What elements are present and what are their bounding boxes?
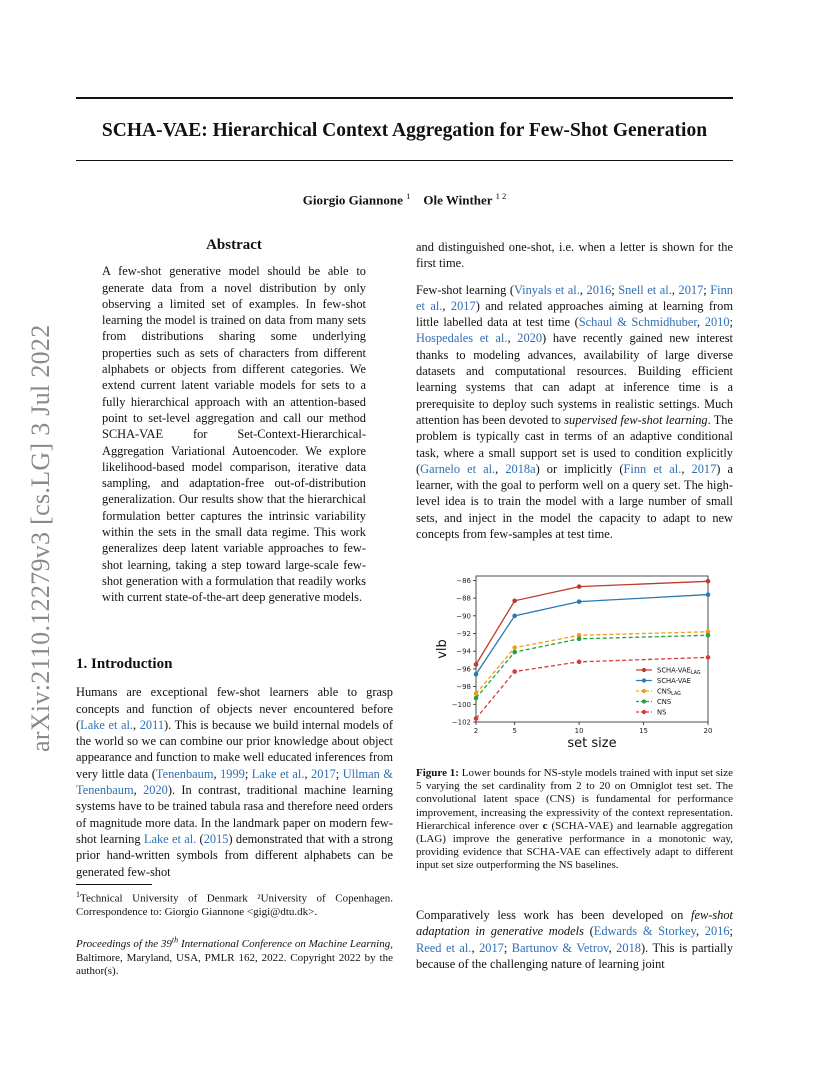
x-tick-label: 15 (639, 727, 649, 735)
text-run: Humans are exceptional few-shot learners able to grasp concepts and function of objects never encountered before ( (76, 685, 393, 732)
text-run: , (608, 940, 617, 955)
text-run: , (695, 924, 705, 939)
text-run: , (304, 766, 311, 781)
citation-link[interactable]: Bartunov & Vetrov (511, 940, 609, 955)
text-run: , (697, 315, 705, 330)
data-point (474, 662, 479, 667)
data-point (577, 637, 582, 642)
caption-part: Lower bounds for NS-style models trained with input set size 5 varying the set cardinality from 2 to 20 on Omniglot test set. The convolutional latent space (CNS) is fundamental for performance improvement, increasing the expressivity of the context representation. Hierarchical inference over (416, 767, 733, 832)
x-tick-label: 10 (574, 727, 584, 735)
citation-link[interactable]: Finn et al. (416, 282, 734, 313)
proceedings-text: , Baltimore, Maryland, USA, PMLR 162, 2022. Copyright 2022 by the author(s). (76, 938, 393, 978)
citation-link[interactable]: 2016 (704, 924, 730, 939)
citation-link[interactable]: Garnelo et al. (420, 461, 496, 476)
affiliation-footnote (76, 888, 393, 920)
y-tick-label: −88 (456, 594, 471, 603)
citation-link[interactable]: Tenenbaum (155, 766, 214, 781)
y-tick-label: −92 (456, 630, 471, 639)
citation-link[interactable]: Lake et al. (143, 831, 197, 846)
author-name: Giorgio Giannone (302, 192, 403, 208)
legend-marker (642, 699, 646, 703)
citation-link[interactable]: 2015 (203, 831, 229, 846)
author-affil: 1 2 (495, 191, 507, 201)
text-run: ). This is because we build internal models of the world so we can combine our prior knowledge about object appearance and function to make well educated inferences from very little data ( (76, 717, 393, 781)
right-column-bottom (416, 907, 733, 972)
citation-link[interactable]: 2020 (517, 331, 543, 346)
top-rule (76, 97, 733, 99)
text-run: , (681, 461, 692, 476)
citation-link[interactable]: Hospedales et al. (416, 331, 508, 346)
citation-link[interactable]: Finn et al. (623, 461, 682, 476)
legend-series-name: SCHA-VAE (657, 676, 691, 685)
introduction-section (76, 656, 393, 880)
x-axis-label: set size (567, 736, 617, 751)
data-point (474, 696, 479, 701)
proceedings-text: Proceedings of the 39 (76, 938, 172, 951)
text-run: ; (611, 282, 619, 297)
text-run: ) a learner, with the goal to perform well on a query set. The high-level idea is to train the model with a large number of small sets, and inject in the model the capacity to adapt to new concepts from few-samples at test time. (416, 461, 733, 542)
data-point (706, 592, 711, 597)
data-point (706, 655, 711, 660)
text-run: ; (503, 940, 512, 955)
caption-symbol: c (542, 819, 548, 832)
caption-part: (SCHA-VAE) and learnable aggregation (LAG) improve the generative performance in a monotonic way, providing evidence that SCHA-VAE can effectively adapt to different input set size outperforming the NS baselines. (416, 819, 733, 872)
title-rule (76, 160, 733, 161)
legend-marker (642, 689, 646, 693)
legend-label (657, 698, 671, 706)
citation-link[interactable]: 2020 (143, 783, 168, 798)
legend-marker (642, 710, 646, 714)
x-tick-label: 20 (703, 727, 713, 735)
x-tick-label: 2 (473, 727, 479, 735)
body-paragraph (416, 282, 733, 543)
text-run: ) and related approaches aiming at learning from little labelled data at test time ( (416, 298, 733, 330)
y-tick-label: −96 (456, 665, 471, 674)
abstract-heading: Abstract (206, 237, 262, 253)
data-point (706, 579, 711, 584)
y-tick-label: −98 (456, 683, 471, 692)
legend-marker (642, 678, 646, 682)
citation-link[interactable]: 2017 (678, 282, 704, 297)
text-run: Few-shot learning ( (416, 282, 514, 297)
caption-text (416, 767, 733, 873)
section-heading: 1. Introduction (76, 656, 173, 672)
citation-link[interactable]: 2017 (479, 940, 504, 955)
text-run: , (579, 282, 587, 297)
citation-link[interactable]: Ullman & Tenenbaum (76, 766, 393, 798)
data-point (512, 598, 517, 603)
intro-paragraph (76, 684, 393, 880)
data-point (512, 614, 517, 619)
text-run: . The problem is typically cast in terms of an adaptive conditional task, where a small support set is used to condition explicitly ( (416, 412, 733, 476)
citation-link[interactable]: 2010 (704, 315, 730, 330)
paper-title: SCHA-VAE: Hierarchical Context Aggregation for Few-Shot Generation (101, 120, 708, 141)
legend-label (657, 687, 681, 696)
citation-link[interactable]: Reed et al. (416, 940, 472, 955)
caption-label: Figure 1: (416, 767, 459, 779)
data-point (577, 599, 582, 604)
data-point (512, 645, 517, 650)
text-run: ) or implicitly ( (535, 461, 624, 476)
text-run: Comparatively less work has been developed on (416, 908, 691, 922)
data-point (577, 660, 582, 665)
text-run: , (507, 331, 518, 346)
proceedings-text: International Conference on Machine Learning (178, 938, 391, 951)
text-run: ; (335, 766, 343, 781)
x-tick-label: 5 (512, 727, 517, 735)
data-point (512, 669, 517, 674)
citation-link[interactable]: 1999 (220, 766, 245, 781)
legend-series-subscript: LAG (690, 670, 701, 676)
y-axis-label: vlb (435, 639, 450, 659)
data-point (706, 633, 711, 638)
text-run: ). This is partially because of the challenging nature of learning joint (416, 940, 734, 971)
y-tick-label: −90 (456, 612, 471, 621)
legend-series-name: CNS (657, 687, 672, 696)
citation-link[interactable]: Snell et al. (618, 282, 672, 297)
legend-label (657, 677, 691, 685)
citation-link[interactable]: 2016 (586, 282, 612, 297)
text-run: ; (703, 282, 711, 297)
citation-link[interactable]: Lake et al. (251, 766, 305, 781)
text-run: ). In contrast, traditional machine learning systems have to be trained tabula rasa and therefore need orders of magnitude more data. In the landmark paper on modern few-shot learning (76, 783, 393, 846)
plot-frame (476, 576, 708, 722)
arxiv-side-label: arXiv:2110.12279v3 [cs.LG] 3 Jul 2022 (26, 324, 55, 752)
body-paragraph (416, 907, 733, 972)
data-point (474, 716, 479, 721)
text-run: , (133, 783, 144, 798)
body-paragraph: and distinguished one-shot, i.e. when a letter is shown for the first time. (416, 240, 733, 271)
text-run: , (495, 461, 506, 476)
emphasis-text: supervised few-shot learning (564, 412, 708, 427)
y-tick-label: −100 (451, 700, 471, 709)
text-run: , (671, 282, 679, 297)
legend-label (657, 708, 666, 716)
citation-link[interactable]: Lake et al. (80, 717, 134, 732)
citation-link[interactable]: Vinyals et al. (513, 282, 580, 297)
citation-link[interactable]: 2017 (450, 298, 476, 313)
text-run: , (133, 717, 140, 732)
right-column-top (416, 239, 733, 542)
legend-marker (642, 668, 646, 672)
y-tick-label: −102 (451, 718, 471, 727)
text-run: , (213, 766, 221, 781)
text-run: , (442, 298, 451, 313)
figure-1-caption (416, 767, 733, 873)
proceedings-sup: th (171, 935, 179, 945)
abstract-text: A few-shot generative model should be able to generate data from a novel distribution by only observing a limited set of examples. In few-shot learning the model is trained on data from many sets from distributions sharing some underlying properties such as sets of characters from different alphabets or objects from different categories. We extend current latent variable models for sets to a fully hierarchical approach with an attention-based point to set-level aggregation and call our method SCHA-VAE for Set-Context-Hierarchical-Aggregation Variational Autoencoder. We explore likelihood-based model comparison, iterative data sampling, and adaptation-free out-of-distribution generalization. Our results show that the hierarchical formulation better captures the intrinsic variability within the sets in the small data regime. This work generalizes deep latent variable approaches to few-shot learning, taking a step toward large-scale few-shot generation with a formulation that readily works with current state-of-the-art deep generative models. (102, 264, 366, 605)
y-tick-label: −86 (456, 576, 471, 585)
y-tick-label: −94 (456, 647, 471, 656)
author-name: Ole Winther (423, 192, 493, 208)
emphasis-text: few-shot adaptation in generative models (416, 908, 733, 939)
citation-link[interactable]: 2017 (691, 461, 717, 476)
footnotes (76, 888, 393, 979)
author-affil: 1 (406, 191, 411, 201)
text-run: ( (583, 924, 594, 939)
text-run: ; (729, 924, 733, 939)
footnote-rule (76, 884, 152, 885)
affiliation-text: Technical University of Denmark ²University of Copenhagen. Correspondence to: Giorgio Giannone <gigi@dtu.dk>. (76, 892, 393, 919)
proceedings-venue (76, 935, 391, 951)
legend-series-subscript: LAG (671, 691, 681, 697)
text-run: ) have recently gained new interest thanks to modeling advances, availability of large diverse datasets and computational resources. Building efficient learning systems that can adapt at inference time is a prerequisite to deploy such systems in realistic settings. Much attention has been devoted to (416, 331, 733, 427)
citation-link[interactable]: 2017 (311, 766, 336, 781)
data-point (474, 672, 479, 677)
figure-1-chart (418, 572, 733, 752)
legend-series-name: CNS (657, 697, 672, 706)
author-line (76, 191, 733, 208)
legend-label (657, 666, 701, 675)
citation-link[interactable]: Schaul & Schmidhuber (578, 315, 698, 330)
citation-link[interactable]: Edwards & Storkey (593, 924, 696, 939)
legend-series-name: SCHA-VAE (657, 666, 691, 675)
citation-link[interactable]: 2011 (139, 717, 165, 732)
text-run: ; (729, 315, 733, 330)
text-run: , (471, 940, 480, 955)
footnote-mark: 1 (76, 890, 80, 899)
citation-link[interactable]: 2018 (616, 940, 641, 955)
proceedings-note (76, 934, 393, 979)
citation-link[interactable]: 2018a (505, 461, 536, 476)
data-point (577, 584, 582, 589)
legend-series-name: NS (657, 708, 667, 717)
text-run: ) demonstrated that with a strong prior hand-written symbols from different alphabets can be generated few-shot (76, 831, 393, 879)
text-run: ( (196, 831, 204, 846)
data-point (512, 650, 517, 655)
abstract-block (102, 237, 366, 606)
text-run: ; (244, 766, 252, 781)
